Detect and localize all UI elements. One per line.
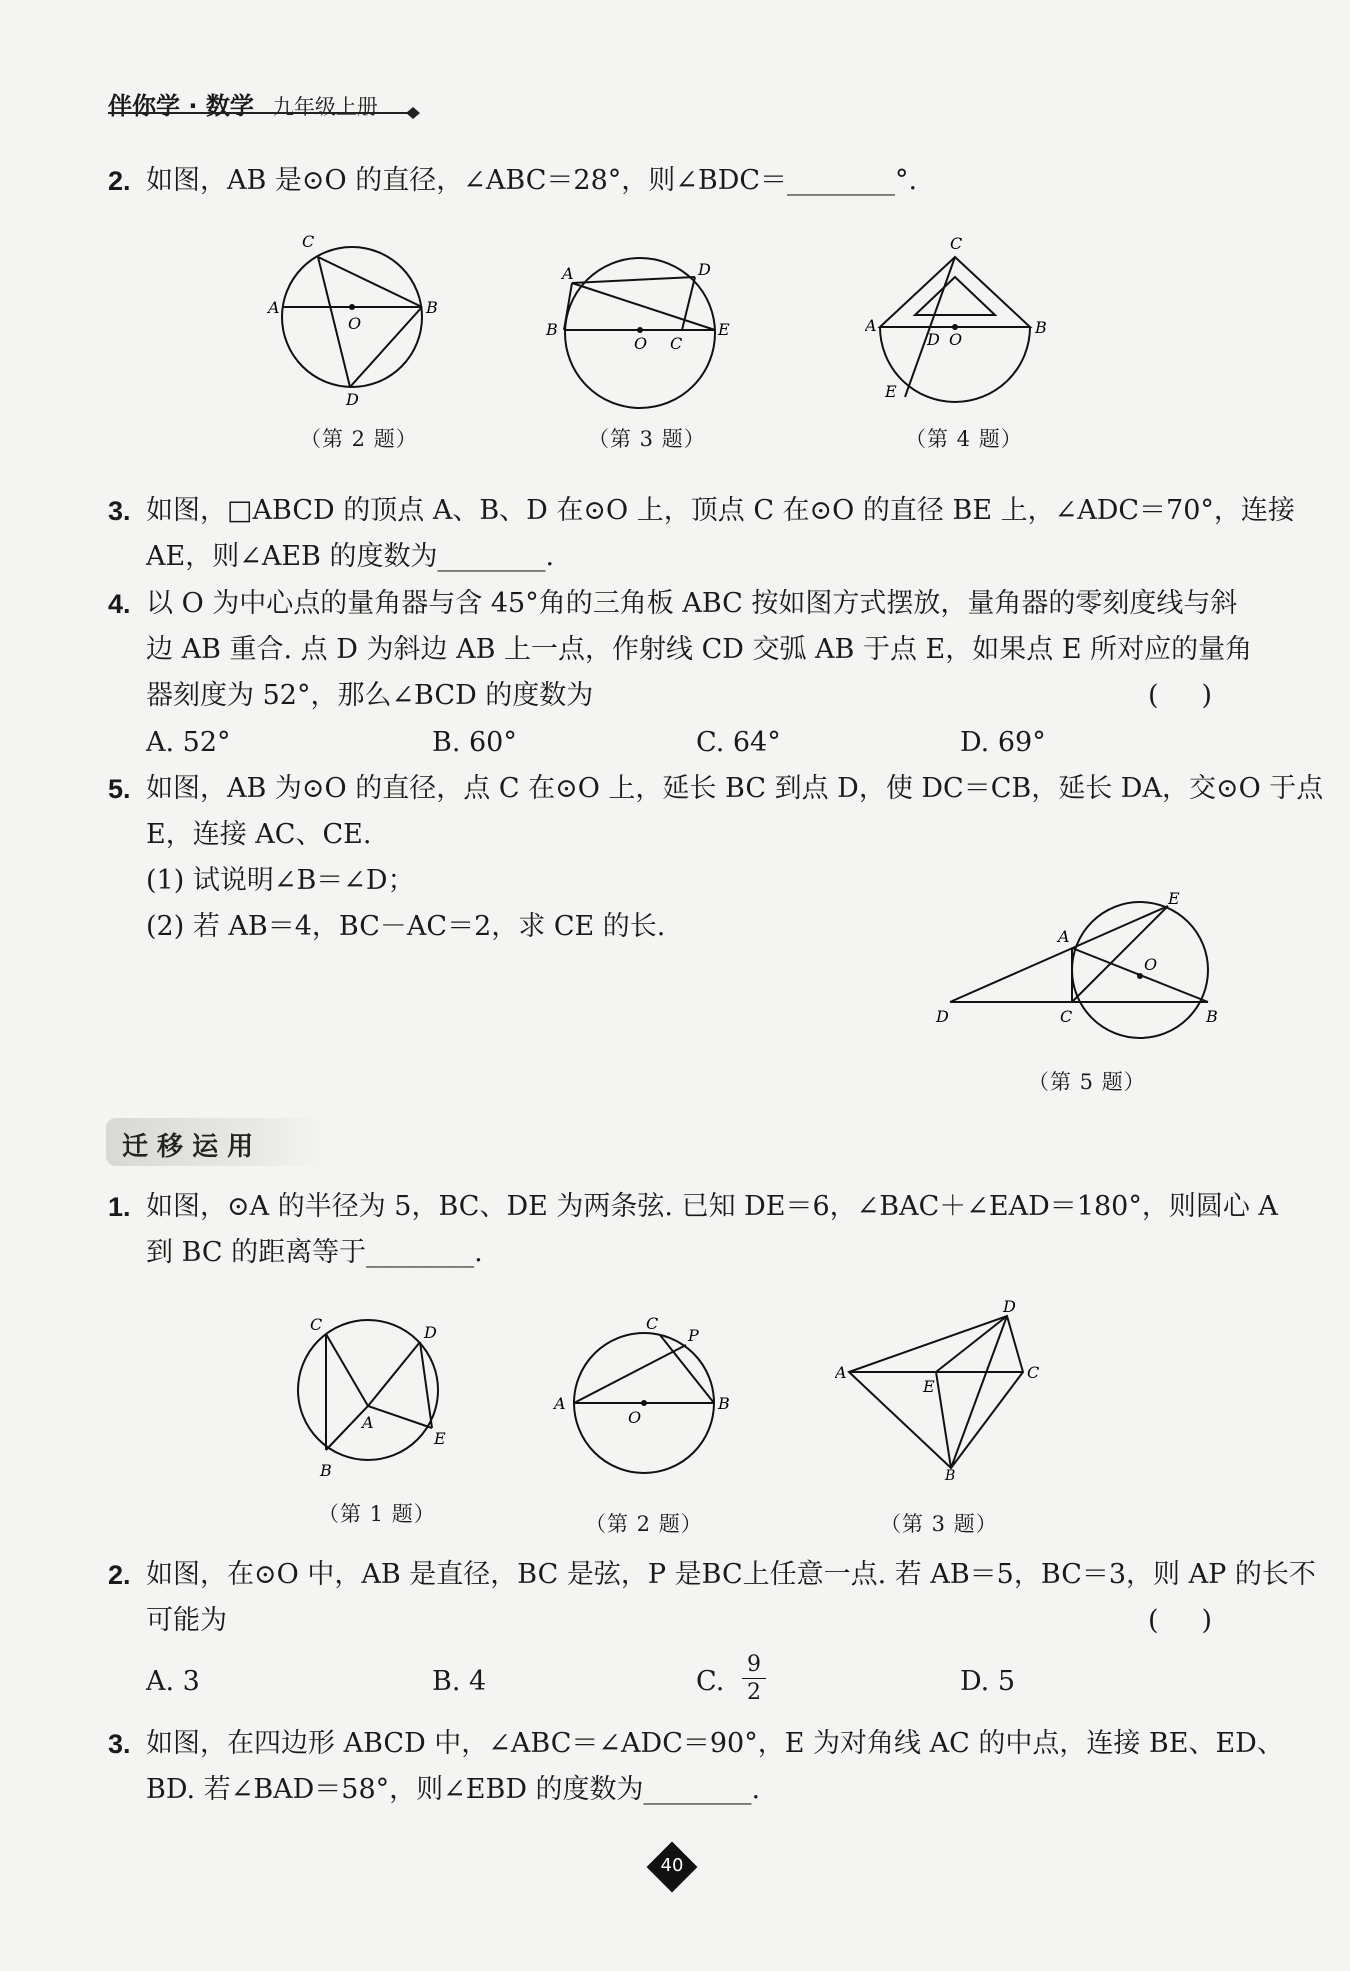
svg-text:A: A — [1058, 927, 1070, 946]
question-5: 5. 如图，AB 为⊙O 的直径，点 C 在⊙O 上，延长 BC 到点 D，使 DC＝CB，延长 DA，交⊙O 于点 E，连接 AC、CE. (1) 试说明∠B＝∠D； (2) 若 AB＝4，BC－AC＝2，求 CE 的长. — [108, 773, 1324, 942]
svg-text:D: D — [927, 330, 940, 349]
svg-text:C: C — [310, 1315, 323, 1334]
svg-text:E: E — [1168, 890, 1180, 908]
svg-text:B: B — [426, 298, 438, 317]
caption-t2: （第 2 题） — [585, 1512, 703, 1536]
svg-text:E: E — [885, 382, 897, 401]
section-banner — [106, 1118, 326, 1166]
figure-t1 — [290, 1310, 470, 1480]
svg-text:B: B — [718, 1394, 730, 1413]
svg-text:C: C — [646, 1315, 659, 1333]
caption-fig3: （第 3 题） — [588, 427, 706, 451]
svg-text:E: E — [718, 320, 730, 339]
caption-fig2: （第 2 题） — [300, 427, 418, 451]
svg-text:O: O — [634, 334, 648, 353]
page-number: 40 — [660, 1855, 684, 1876]
answer-paren: ( ) — [1148, 680, 1212, 711]
transfer-question-1: 1. 如图，⊙A 的半径为 5，BC、DE 为两条弦. 已知 DE＝6，∠BAC＋∠EAD＝180°，则圆心 A 到 BC 的距离等于________. — [108, 1191, 1278, 1268]
svg-text:A: A — [362, 1413, 374, 1432]
svg-text:D: D — [424, 1323, 437, 1342]
svg-text:A: A — [562, 264, 574, 283]
figure-q5 — [930, 890, 1230, 1040]
svg-text:B: B — [1206, 1007, 1218, 1026]
svg-text:E: E — [923, 1377, 935, 1396]
svg-text:B: B — [546, 320, 558, 339]
option-c: C. 64° — [696, 727, 781, 758]
section-title: 迁 移 运 用 — [122, 1132, 254, 1162]
question-3: 3. 如图，□ABCD 的顶点 A、B、D 在⊙O 上，顶点 C 在⊙O 的直径 BE 上，∠ADC＝70°，连接 AE，则∠AEB 的度数为________. — [108, 495, 1295, 572]
svg-text:A: A — [554, 1394, 566, 1413]
figure-t2 — [548, 1315, 748, 1485]
svg-text:D: D — [698, 260, 711, 279]
transfer-question-3: 3. 如图，在四边形 ABCD 中，∠ABC＝∠ADC＝90°，E 为对角线 AC 的中点，连接 BE、ED、 BD. 若∠BAD＝58°，则∠EBD 的度数为________. — [108, 1728, 1284, 1805]
svg-text:A: A — [865, 316, 877, 335]
header-grade: 九年级上册 — [272, 95, 378, 119]
svg-text:C: C — [1027, 1363, 1040, 1382]
svg-text:O: O — [628, 1408, 642, 1427]
header-brand: 伴你学 · 数学 — [108, 92, 254, 120]
option-b: B. 60° — [432, 727, 517, 758]
svg-text:B: B — [945, 1468, 956, 1480]
question-number: 2. — [108, 166, 131, 196]
svg-text:A: A — [268, 298, 280, 317]
header-rule — [108, 106, 428, 120]
caption-t3: （第 3 题） — [880, 1512, 998, 1536]
svg-text:E: E — [434, 1429, 446, 1448]
svg-text:C: C — [670, 334, 683, 353]
figure-q3 — [540, 255, 740, 415]
svg-text:C: C — [950, 235, 963, 253]
option-d: D. 69° — [960, 727, 1046, 758]
label-c: C — [302, 232, 315, 251]
svg-text:P: P — [688, 1326, 699, 1345]
transfer-question-2: 2. 如图，在⊙O 中，AB 是直径，BC 是弦，P 是BC上任意一点. 若 AB＝5，BC＝3，则 AP 的长不 可能为 ( ) — [108, 1559, 1316, 1636]
figure-t3 — [835, 1300, 1055, 1480]
option-a: A. 3 — [146, 1666, 200, 1697]
caption-fig5: （第 5 题） — [1028, 1070, 1146, 1094]
svg-text:A: A — [835, 1363, 847, 1382]
question-4: 4. 以 O 为中心点的量角器与含 45°角的三角板 ABC 按如图方式摆放，量角器的零刻度线与斜 边 AB 重合. 点 D 为斜边 AB 上一点，作射线 CD 交弧 AB 于点 E，如果点 E 所对应的量角 器刻度为 52°，那么∠BCD 的度数为 ( ) — [108, 581, 1248, 771]
svg-text:C: C — [1060, 1007, 1073, 1026]
svg-text:O: O — [949, 330, 963, 349]
svg-text:D: D — [346, 390, 359, 409]
option-a: A. 52° — [146, 727, 231, 758]
svg-text:D: D — [936, 1007, 949, 1026]
page-number-badge — [647, 1842, 697, 1892]
svg-text:B: B — [1035, 318, 1047, 337]
figure-q2 — [260, 225, 460, 410]
question-text: 如图，AB 是⊙O 的直径，∠ABC＝28°，则∠BDC＝________°. — [146, 165, 918, 196]
option-c-fraction: 9 2 — [742, 1652, 766, 1705]
svg-text:O: O — [348, 314, 362, 333]
figure-q4 — [865, 235, 1065, 410]
option-d: D. 5 — [960, 1666, 1016, 1697]
svg-text:B: B — [320, 1461, 332, 1480]
caption-fig4: （第 4 题） — [905, 427, 1023, 451]
option-b: B. 4 — [432, 1666, 487, 1697]
svg-text:D: D — [1003, 1300, 1016, 1316]
caption-t1: （第 1 题） — [318, 1502, 436, 1526]
option-c: C. — [696, 1666, 725, 1697]
svg-text:O: O — [1144, 955, 1158, 974]
